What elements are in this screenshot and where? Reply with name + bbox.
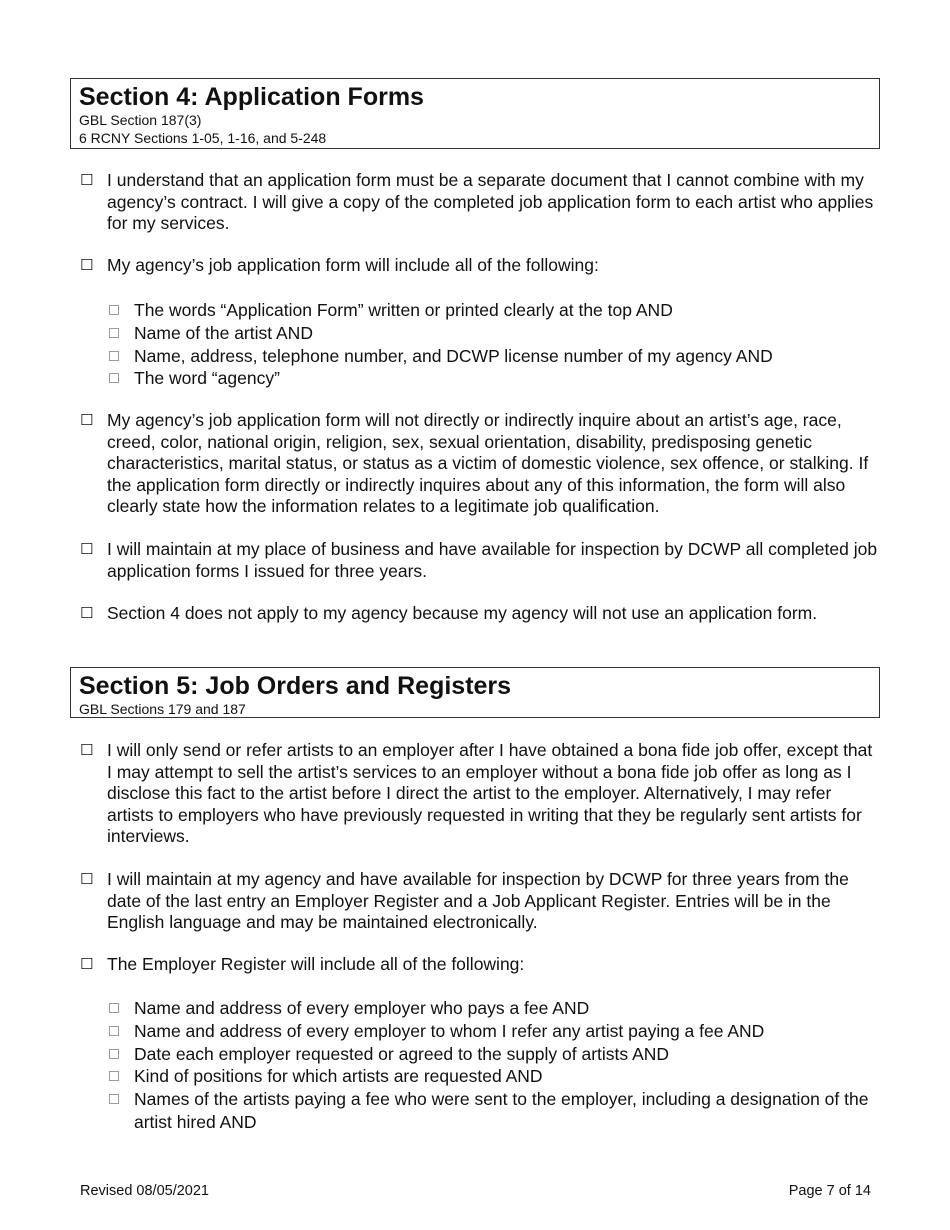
sub-checklist-item bbox=[109, 1020, 879, 1043]
sub-checkbox[interactable] bbox=[109, 1026, 119, 1036]
checkbox[interactable]: ☐ bbox=[80, 955, 94, 973]
checkbox[interactable]: ☐ bbox=[80, 256, 94, 274]
sub-checklist-item bbox=[109, 299, 879, 322]
checklist-item bbox=[80, 410, 880, 518]
sub-checkbox[interactable] bbox=[109, 305, 119, 315]
sub-checklist-text: Name and address of every employer to whom I refer any artist paying a fee AND bbox=[134, 1020, 765, 1041]
sub-checklist-text: Names of the artists paying a fee who were sent to the employer, including a designation of the artist hired AND bbox=[134, 1089, 869, 1132]
sub-checkbox[interactable] bbox=[109, 328, 119, 338]
section-5-title: Section 5: Job Orders and Registers bbox=[79, 672, 512, 700]
sub-checklist-text: The word “agency” bbox=[134, 368, 280, 389]
checklist-item-text: The Employer Register will include all of the following: bbox=[107, 954, 525, 974]
checklist-item-text: Section 4 does not apply to my agency because my agency will not use an application form. bbox=[107, 603, 818, 623]
section-5-header bbox=[70, 667, 880, 718]
section-4-header bbox=[70, 78, 880, 149]
checklist-item bbox=[80, 869, 880, 934]
sub-checkbox[interactable] bbox=[109, 1003, 119, 1013]
page-number: Page 7 of 14 bbox=[788, 1183, 871, 1199]
checkbox[interactable]: ☐ bbox=[80, 540, 94, 558]
checkbox[interactable]: ☐ bbox=[80, 411, 94, 429]
sub-checklist-item bbox=[109, 345, 879, 368]
sub-checklist-text: Date each employer requested or agreed to the supply of artists AND bbox=[134, 1043, 670, 1064]
sub-checklist-item bbox=[109, 997, 879, 1020]
checklist-item-text: I will only send or refer artists to an employer after I have obtained a bona fide job offer, except that I may attempt to sell the artist’s services to an employer without a bona fide job offer as long as I disclose this fact to the artist before I direct the artist to the employer. Alternatively, I may refer artists to employers who have previously requested in writing that they be regularly sent artists for interviews. bbox=[107, 740, 873, 846]
sub-checklist-item bbox=[109, 367, 879, 390]
checklist-item-text: I understand that an application form must be a separate document that I cannot combine with my agency’s contract. I will give a copy of the completed job application form to each artist who applies for my services. bbox=[107, 170, 874, 233]
checkbox[interactable]: ☐ bbox=[80, 604, 94, 622]
checklist-item-text: I will maintain at my place of business and have available for inspection by DCWP all completed job application forms I issued for three years. bbox=[107, 539, 878, 581]
checklist-item bbox=[80, 954, 880, 976]
checkbox[interactable]: ☐ bbox=[80, 171, 94, 189]
checklist-item bbox=[80, 255, 880, 277]
sub-checklist-item bbox=[109, 1065, 879, 1088]
checklist-item-text: My agency’s job application form will not directly or indirectly inquire about an artist’s age, race, creed, color, national origin, religion, sex, sexual orientation, disability, predisposing genetic characteristics, marital status, or status as a victim of domestic violence, sex offence, or stalking. If the application form directly or indirectly inquires about any of this information, the form will also clearly state how the information relates to a legitimate job qualification. bbox=[107, 410, 869, 516]
sub-checklist-text: Name of the artist AND bbox=[134, 322, 313, 343]
checklist-item bbox=[80, 539, 880, 582]
sub-checklist-text: The words “Application Form” written or printed clearly at the top AND bbox=[134, 300, 673, 320]
checklist-item bbox=[80, 170, 880, 235]
section-5-ref: GBL Sections 179 and 187 bbox=[79, 701, 246, 717]
sub-checklist-text: Name, address, telephone number, and DCWP license number of my agency AND bbox=[134, 345, 773, 366]
sub-checkbox[interactable] bbox=[109, 1049, 119, 1059]
sub-checkbox[interactable] bbox=[109, 351, 119, 361]
section-4-ref: 6 RCNY Sections 1-05, 1-16, and 5-248 bbox=[79, 130, 327, 146]
sub-checklist-item bbox=[109, 1088, 879, 1134]
sub-checkbox[interactable] bbox=[109, 373, 119, 383]
sub-checklist-item bbox=[109, 1043, 879, 1066]
checklist-item bbox=[80, 740, 880, 848]
sub-checklist bbox=[109, 299, 879, 390]
checkbox[interactable]: ☐ bbox=[80, 870, 94, 888]
section-4-ref: GBL Section 187(3) bbox=[79, 112, 202, 128]
sub-checklist-text: Name and address of every employer who pays a fee AND bbox=[134, 998, 590, 1018]
section-4-title: Section 4: Application Forms bbox=[79, 83, 424, 111]
sub-checklist bbox=[109, 997, 879, 1134]
checkbox[interactable]: ☐ bbox=[80, 741, 94, 759]
checklist-item-text: My agency’s job application form will include all of the following: bbox=[107, 255, 599, 275]
checklist-item-text: I will maintain at my agency and have available for inspection by DCWP for three years from the date of the last entry an Employer Register and a Job Applicant Register. Entries will be in the English language and may be maintained electronically. bbox=[107, 869, 849, 932]
checklist-item bbox=[80, 603, 880, 625]
sub-checklist-item bbox=[109, 322, 879, 345]
revised-date: Revised 08/05/2021 bbox=[80, 1183, 209, 1199]
sub-checkbox[interactable] bbox=[109, 1071, 119, 1081]
sub-checkbox[interactable] bbox=[109, 1094, 119, 1104]
sub-checklist-text: Kind of positions for which artists are requested AND bbox=[134, 1066, 543, 1087]
